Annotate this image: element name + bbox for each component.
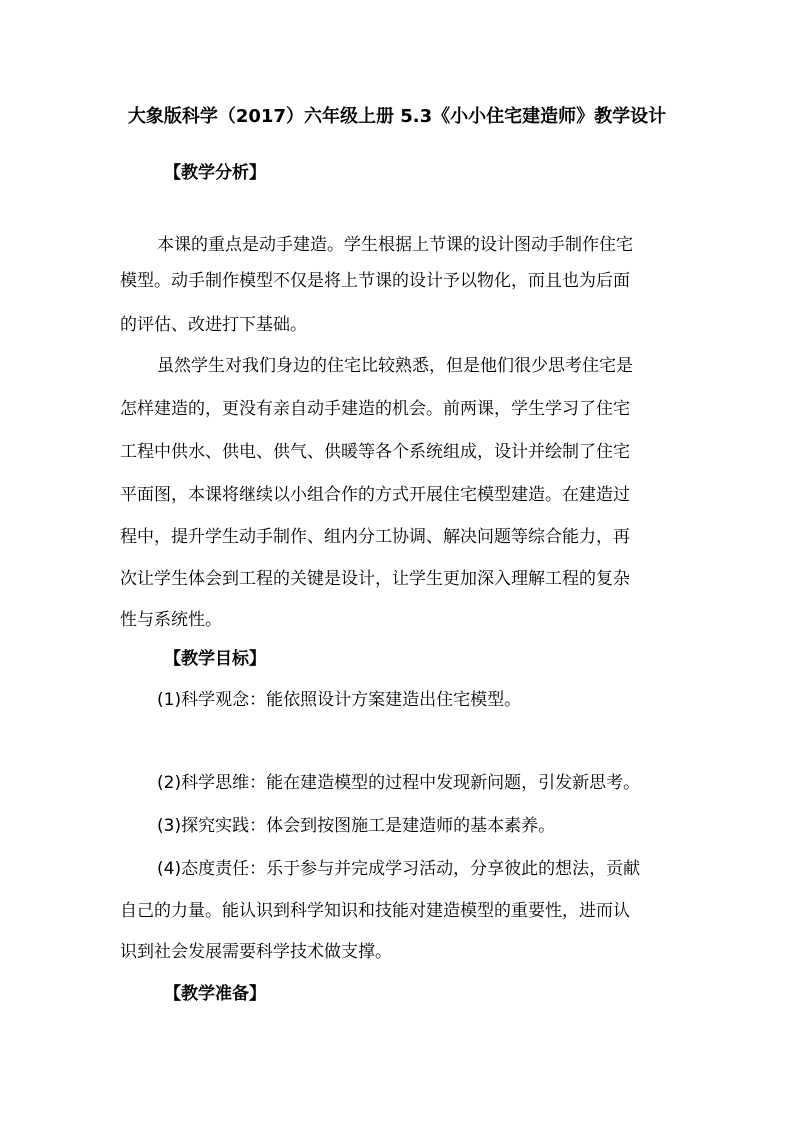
objective-item-4-line: 识到社会发展需要科学技术做支撑。 bbox=[120, 942, 392, 962]
objective-item-4-line: 自己的力量。能认识到科学知识和技能对建造模型的重要性，进而认 bbox=[120, 901, 630, 921]
objective-item-3: (3)探究实践：体会到按图施工是建造师的基本素养。 bbox=[157, 816, 556, 836]
analysis-heading: 【教学分析】 bbox=[164, 163, 266, 183]
analysis-para2-line: 虽然学生对我们身边的住宅比较熟悉，但是他们很少思考住宅是 bbox=[157, 356, 633, 376]
analysis-para2-line: 工程中供水、供电、供气、供暖等各个系统组成，设计并绘制了住宅 bbox=[120, 442, 630, 462]
preparation-heading: 【教学准备】 bbox=[164, 984, 266, 1004]
objectives-heading: 【教学目标】 bbox=[164, 649, 266, 669]
analysis-para2-line: 次让学生体会到工程的关键是设计，让学生更加深入理解工程的复杂 bbox=[120, 569, 630, 589]
analysis-para1-line: 模型。动手制作模型不仅是将上节课的设计予以物化，而且也为后面 bbox=[120, 271, 630, 291]
objective-item-4-line: (4)态度责任：乐于参与并完成学习活动，分享彼此的想法，贡献 bbox=[157, 859, 641, 879]
analysis-para2-line: 性与系统性。 bbox=[120, 610, 222, 630]
objective-item-2: (2)科学思维：能在建造模型的过程中发现新问题，引发新思考。 bbox=[157, 773, 641, 793]
analysis-para2-line: 怎样建造的，更没有亲自动手建造的机会。前两课，学生学习了住宅 bbox=[120, 399, 630, 419]
document-title: 大象版科学（2017）六年级上册 5.3《小小住宅建造师》教学设计 bbox=[127, 106, 667, 127]
objective-item-1: (1)科学观念：能依照设计方案建造出住宅模型。 bbox=[157, 690, 522, 710]
analysis-para1-line: 的评估、改进打下基础。 bbox=[120, 315, 307, 335]
analysis-para2-line: 程中，提升学生动手制作、组内分工协调、解决问题等综合能力，再 bbox=[120, 527, 630, 547]
analysis-para1-line: 本课的重点是动手建造。学生根据上节课的设计图动手制作住宅 bbox=[157, 235, 633, 255]
analysis-para2-line: 平面图，本课将继续以小组合作的方式开展住宅模型建造。在建造过 bbox=[120, 485, 630, 505]
